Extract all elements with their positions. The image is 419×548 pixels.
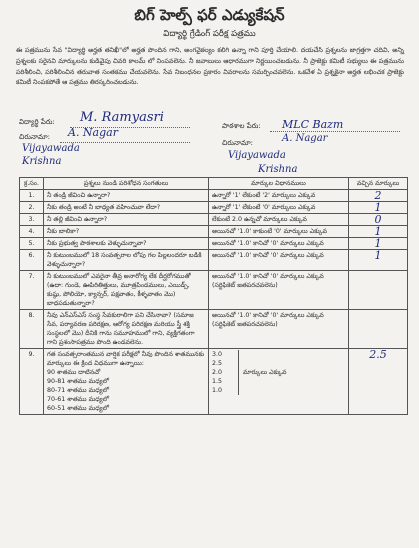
points-item: 1.5 bbox=[212, 378, 223, 385]
row-question: నీ కుటుంబములో 18 సంవత్సరాల లోపు గల పిల్లలందరూ బడికి వెళ్ళుచున్నారా? bbox=[44, 250, 209, 271]
header-question: ప్రశ్నలు నుండి పరిశోధన సంగతులు bbox=[44, 178, 209, 190]
range-item: 90 శాతము దాటినచో bbox=[47, 369, 101, 376]
intro-paragraph: ఈ పత్రమును సేవ "విద్యార్థి అర్హత తనిఖీ"లో అర్హత పొందిన గాని, అంగవైకల్యం కలిగి ఉన్నా గాని పూర్తి చేయాలి. దయచేసి ప్రశ్నలను జాగ్రత్తగా చదివి, అన్ని ప్రశ్నలకు సరైనవి మార్కులను కుడివైపు చివరి కాలమ్ లో నింపవలెను. నీ జవాబులు ఆధారముగా నిర్ణయించబడును. నీ ప్రాజెక్టు కమిటీ సభ్యులు ఈ పత్రమును పరిశీలించి, పరిశీలించిన తరువాత సంతకము చేయవలెను. సేవ నిబంధనల ప్రకారం వివరాలను సమర్పించవలెను. ఒకవేళ ఏ ప్రశ్నకైనా అర్హత లభించక ప్రాజెక్టు కమిటీ నింపకపోతే ఆ పత్రము తిరస్కరించబడును. bbox=[16, 46, 404, 87]
table-row bbox=[20, 226, 408, 238]
page-title: బిగ్ హెల్ప్ ఫర్ ఎడ్యుకేషన్ bbox=[134, 6, 285, 24]
row-number: 4. bbox=[20, 226, 44, 238]
row-number: 6. bbox=[20, 250, 44, 271]
row-question: నీకు ప్రభుత్వ పాఠశాలకు వెళ్ళుచున్నావా? bbox=[44, 238, 209, 250]
row-rule: ఉన్నారో '1' లేకుంటే '2' మార్కులు ఎక్కువ bbox=[209, 190, 349, 202]
points-item: 2.0 bbox=[212, 369, 223, 376]
row-question: నీ తండ్రి జీవించి ఉన్నారా? bbox=[44, 190, 209, 202]
row-number: 1. bbox=[20, 190, 44, 202]
points-item: 3.0 bbox=[212, 351, 223, 358]
student-address-line-1[interactable]: A. Nagar bbox=[68, 126, 118, 139]
row-marks[interactable] bbox=[349, 271, 408, 310]
range-item: 80-71 శాతము మధ్యలో bbox=[47, 387, 110, 394]
row-number: 8. bbox=[20, 310, 44, 349]
points-rule: మార్కులు ఎక్కువ bbox=[243, 369, 287, 376]
row-marks[interactable]: 2.5 bbox=[349, 349, 408, 415]
grading-table bbox=[19, 177, 408, 415]
row-marks[interactable]: 1 bbox=[349, 202, 408, 214]
row-marks[interactable] bbox=[349, 310, 408, 349]
row-question: నీ తల్లి జీవించి ఉన్నారా? bbox=[44, 214, 209, 226]
student-address-line-2[interactable]: Vijayawada bbox=[22, 143, 80, 154]
row-marks[interactable]: 1 bbox=[349, 238, 408, 250]
row-question: నీవు ఎన్ఎస్ఎస్ సంస్థ సేవకురాలిగా పని చేసినావా? (సమాజ సేవ, పర్యావరణ పరిరక్షణ, ఆరోగ్య పరిరక్షణ మరియు స్త్రీ శక్తి సంస్థలలో మొ) దీనికి గాను సమూహములో గాని, వ్యక్తిగతంగా గాని ప్రశంసాపత్రము పొంది ఉండవలెను. bbox=[44, 310, 209, 349]
student-address-line-3[interactable]: Krishna bbox=[22, 156, 62, 167]
school-address-line-2[interactable]: Vijayawada bbox=[228, 150, 286, 161]
range-item: 60-51 శాతము మధ్యలో bbox=[47, 405, 110, 412]
school-address-label: చిరునామా: bbox=[222, 139, 254, 147]
row-question-text: గత సంవత్సరాంతమున వార్షిక పరీక్షలో నీవు పొందిన శాతమునకు మార్కులు ఈ క్రింద విధముగా ఉన్నాయి: bbox=[47, 351, 205, 367]
table-row bbox=[20, 250, 408, 271]
student-name-value[interactable]: M. Ramyasri bbox=[80, 110, 164, 125]
school-name-label: పాఠశాల పేరు: bbox=[222, 122, 261, 130]
row-rule bbox=[209, 349, 349, 415]
points-item: 1.0 bbox=[212, 387, 223, 394]
row-rule: అయినచో '1.0' కానిచో '0' మార్కులు ఎక్కువ (సర్టిఫికెట్ జతపరచవలెను) bbox=[209, 310, 349, 349]
table-row bbox=[20, 349, 408, 415]
header-marks: వచ్చిన మార్కులు bbox=[349, 178, 408, 190]
table-row bbox=[20, 190, 408, 202]
row-number: 5. bbox=[20, 238, 44, 250]
table-header-row bbox=[20, 178, 408, 190]
row-rule: అయినచో '1.0' కానిచో '0' మార్కులు ఎక్కువ bbox=[209, 250, 349, 271]
table-row bbox=[20, 271, 408, 310]
row-question: నీకు తండ్రి అంటే నీ బాధ్యత వహించువా లేదా? bbox=[44, 202, 209, 214]
row-rule: లేకుంటే 2.0 ఉన్నచో మార్కులు ఎక్కువ bbox=[209, 214, 349, 226]
points-item: 2.5 bbox=[212, 360, 223, 367]
row-marks[interactable]: 2 bbox=[349, 190, 408, 202]
row-rule: అయినచో '1.0' కానిచో '0' మార్కులు ఎక్కువ (సర్టిఫికెట్ జతపరచవలెను) bbox=[209, 271, 349, 310]
school-name-line bbox=[270, 131, 400, 132]
row-rule: ఉన్నారో '1' లేకుంటే '0' మార్కులు ఎక్కువ bbox=[209, 202, 349, 214]
range-item: 90-81 శాతము మధ్యలో bbox=[47, 378, 110, 385]
row-number: 2. bbox=[20, 202, 44, 214]
header-rule: మార్కుల విధానములు bbox=[209, 178, 349, 190]
table-row bbox=[20, 310, 408, 349]
table-row bbox=[20, 214, 408, 226]
row-question: నీ కుటుంబములో ఎవరైనా తీవ్ర అనారోగ్య లేక దీర్ఘరోగముతో (ఉదా: గుండె, ఊపిరితిత్తులు, మూత్రపిండములు, ఎయిడ్స్, కుష్ఠు, పోలియో, క్యాన్సర్, పక్షవాతం, కీళ్ళవాతం మొ) బాధపడుతున్నారా? bbox=[44, 271, 209, 310]
header-serial: క్ర.సం. bbox=[20, 178, 44, 190]
row-number: 9. bbox=[20, 349, 44, 415]
student-address-label: చిరునామా: bbox=[19, 133, 51, 141]
row-rule: అయినచో '1.0' కానిచో '0' మార్కులు ఎక్కువ bbox=[209, 238, 349, 250]
table-row bbox=[20, 238, 408, 250]
student-name-label: విద్యార్థి పేరు: bbox=[19, 118, 55, 126]
table-row bbox=[20, 202, 408, 214]
row-question bbox=[44, 349, 209, 415]
school-address-line-3[interactable]: Krishna bbox=[258, 164, 298, 175]
range-item: 70-61 శాతము మధ్యలో bbox=[47, 396, 110, 403]
row-number: 3. bbox=[20, 214, 44, 226]
row-marks[interactable]: 1 bbox=[349, 226, 408, 238]
row-marks[interactable]: 1 bbox=[349, 250, 408, 271]
row-question: నీకు బాలికా? bbox=[44, 226, 209, 238]
row-rule: అయినచో '1.0' కాకుంటే '0' మార్కులు ఎక్కువ bbox=[209, 226, 349, 238]
school-address-line-1[interactable]: A. Nagar bbox=[282, 133, 328, 144]
row-number: 7. bbox=[20, 271, 44, 310]
row-marks[interactable]: 0 bbox=[349, 214, 408, 226]
page-subtitle: విద్యార్థి గ్రేడింగ్ పరీక్ష పత్రము bbox=[163, 29, 256, 39]
school-name-value[interactable]: MLC Bazm bbox=[282, 118, 344, 131]
